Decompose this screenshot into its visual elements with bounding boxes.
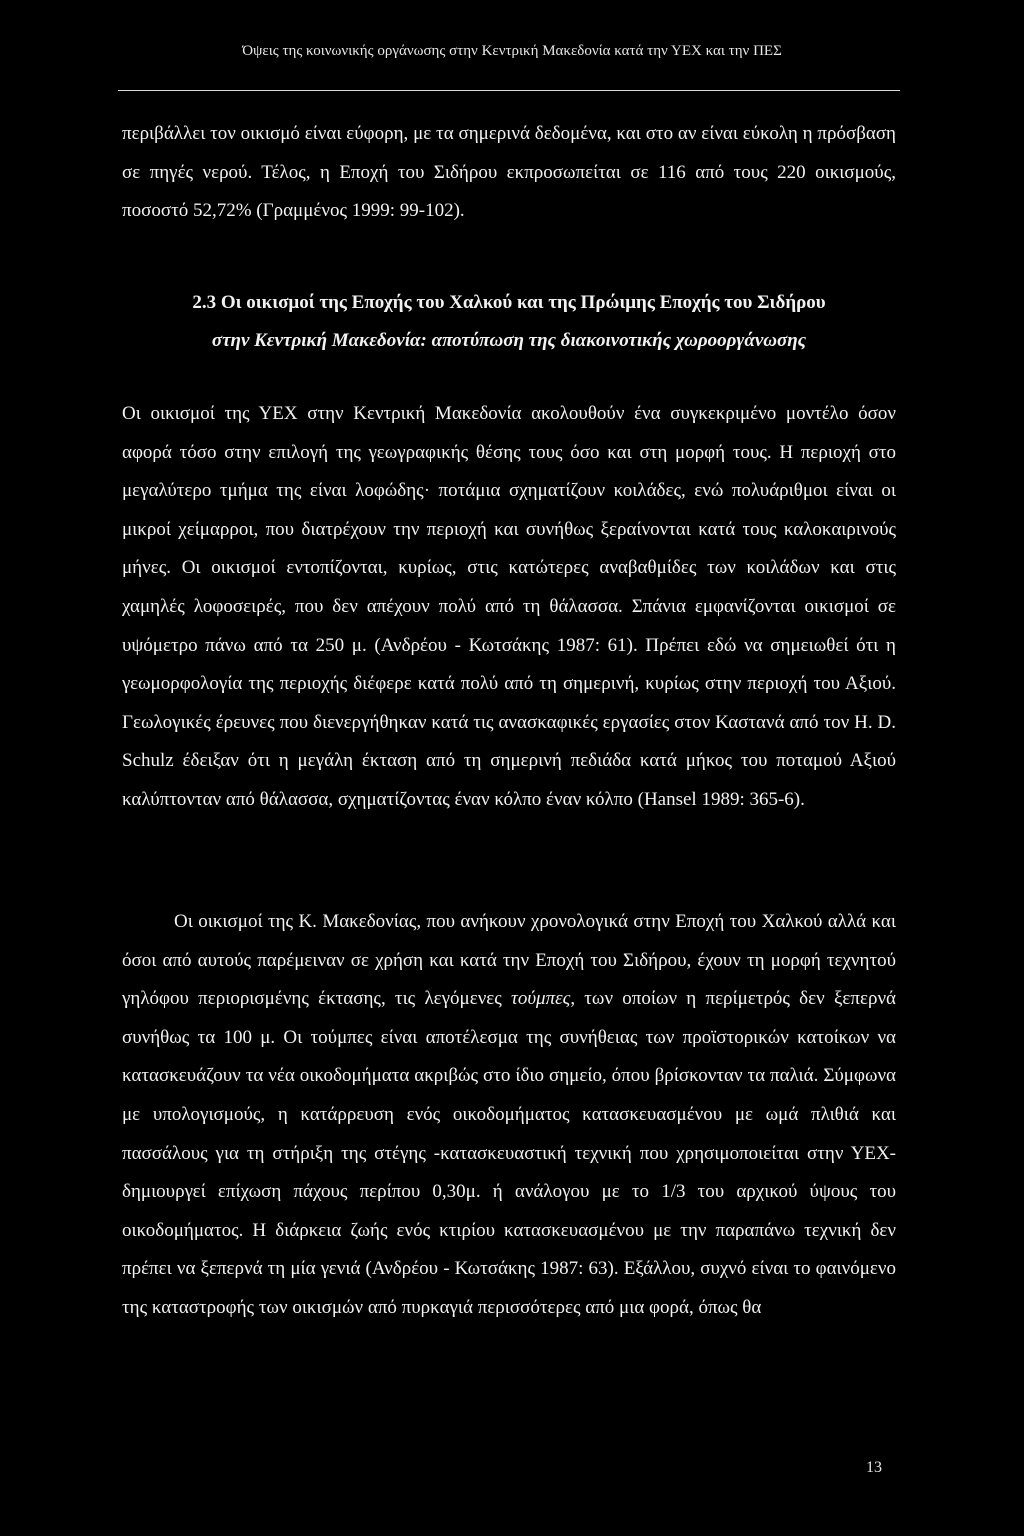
section-heading-line2: στην Κεντρική Μακεδονία: αποτύπωση της διακοινοτικής χωροοργάνωσης <box>211 330 807 351</box>
section-heading-line1: 2.3 Οι οικισμοί της Εποχής του Χαλκού και της Πρώιμης Εποχής του Σιδήρου <box>192 292 826 313</box>
body-paragraph-settlement-model: Οι οικισμοί της ΥΕΧ στην Κεντρική Μακεδονία ακολουθούν ένα συγκεκριμένο μοντέλο όσον αφορά τόσο στην επιλογή της γεωγραφικής θέσης τους όσο και στη μορφή τους. Η περιοχή στο μεγαλύτερο τμήμα της είναι λοφώδης· ποτάμια σχηματίζουν κοιλάδες, ενώ πολυάριθμοι είναι οι μικροί χείμαρροι, που διατρέχουν την περιοχή και συνήθως ξεραίνονται κατά τους καλοκαιρινούς μήνες. Οι οικισμοί εντοπίζονται, κυρίως, στις κατώτερες αναβαθμίδες των κοιλάδων και στις χαμηλές λοφοσειρές, που δεν απέχουν πολύ από τη θάλασσα. Σπάνια εμφανίζονται οικισμοί σε υψόμετρο πάνω από τα 250 μ. (Ανδρέου - Κωτσάκης 1987: 61). Πρέπει εδώ να σημειωθεί ότι η γεωμορφολογία της περιοχής διέφερε κατά πολύ από τη σημερινή, κυρίως στην περιοχή του Αξιού. Γεωλογικές έρευνες που διενεργήθηκαν κατά τις ανασκαφικές εργασίες στον Καστανά από τον Η. D. Schulz έδειξαν ότι η μεγάλη έκταση από τη σημερινή πεδιάδα κατά μήκος του ποταμού Αξιού καλύπτονταν από θάλασσα, σχηματίζοντας έναν κόλπο έναν κόλπο (Hansel 1989: 365-6). <box>122 403 896 810</box>
page-number: 13 <box>866 1459 882 1476</box>
header-divider <box>118 90 900 91</box>
paragraph-text-after-term: , των οποίων η περίμετρός δεν ξεπερνά συνήθως τα 100 μ. Οι τούμπες είναι αποτέλεσμα της συνήθειας των προϊστορικών κατοίκων να κατασκευάζουν τα νέα οικοδομήματα ακριβώς στο ίδιο σημείο, όπου βρίσκονταν τα παλιά. Σύμφωνα με υπολογισμούς, η κατάρρευση ενός οικοδομήματος κατασκευασμένου με ωμά πλιθιά και πασσάλους για τη στήριξη της στέγης -κατασκευαστική τεχνική που χρησιμοποιείται στην ΥΕΧ- δημιουργεί επίχωση πάχους περίπου 0,30μ. ή ανάλογου με το 1/3 του αρχικού ύψους του οικοδομήματος. Η διάρκεια ζωής ενός κτιρίου κατασκευασμένου με την παραπάνω τεχνική δεν πρέπει να ξεπερνά τη μία γενιά (Ανδρέου - Κωτσάκης 1987: 63). Εξάλλου, συχνό είναι το φαινόμενο της καταστροφής των οικισμών από πυρκαγιά περισσότερες από μια φορά, όπως θα <box>122 988 896 1318</box>
paragraph-text-before-term: Οι οικισμοί της Κ. Μακεδονίας, που ανήκουν χρονολογικά στην Εποχή του Χαλκού αλλά και όσοι από αυτούς παρέμειναν σε χρήση και κατά την Εποχή του Σιδήρου, έχουν τη μορφή τεχνητού γηλόφου περιορισμένης έκτασης, τις λεγόμενες <box>122 911 896 1010</box>
running-header: Όψεις της κοινωνικής οργάνωσης στην Κεντρική Μακεδονία κατά την ΥΕΧ και την ΠΕΣ <box>242 43 782 59</box>
body-paragraph-toumbes <box>122 903 896 1328</box>
section-heading <box>122 284 896 360</box>
italic-term-toumbes: τούμπες <box>511 988 571 1010</box>
intro-paragraph: περιβάλλει τον οικισμό είναι εύφορη, με τα σημερινά δεδομένα, και στο αν είναι εύκολη η πρόσβαση σε πηγές νερού. Τέλος, η Εποχή του Σιδήρου εκπροσωπείται σε 116 από τους 220 οικισμούς, ποσοστό 52,72% (Γραμμένος 1999: 99-102). <box>122 123 896 222</box>
